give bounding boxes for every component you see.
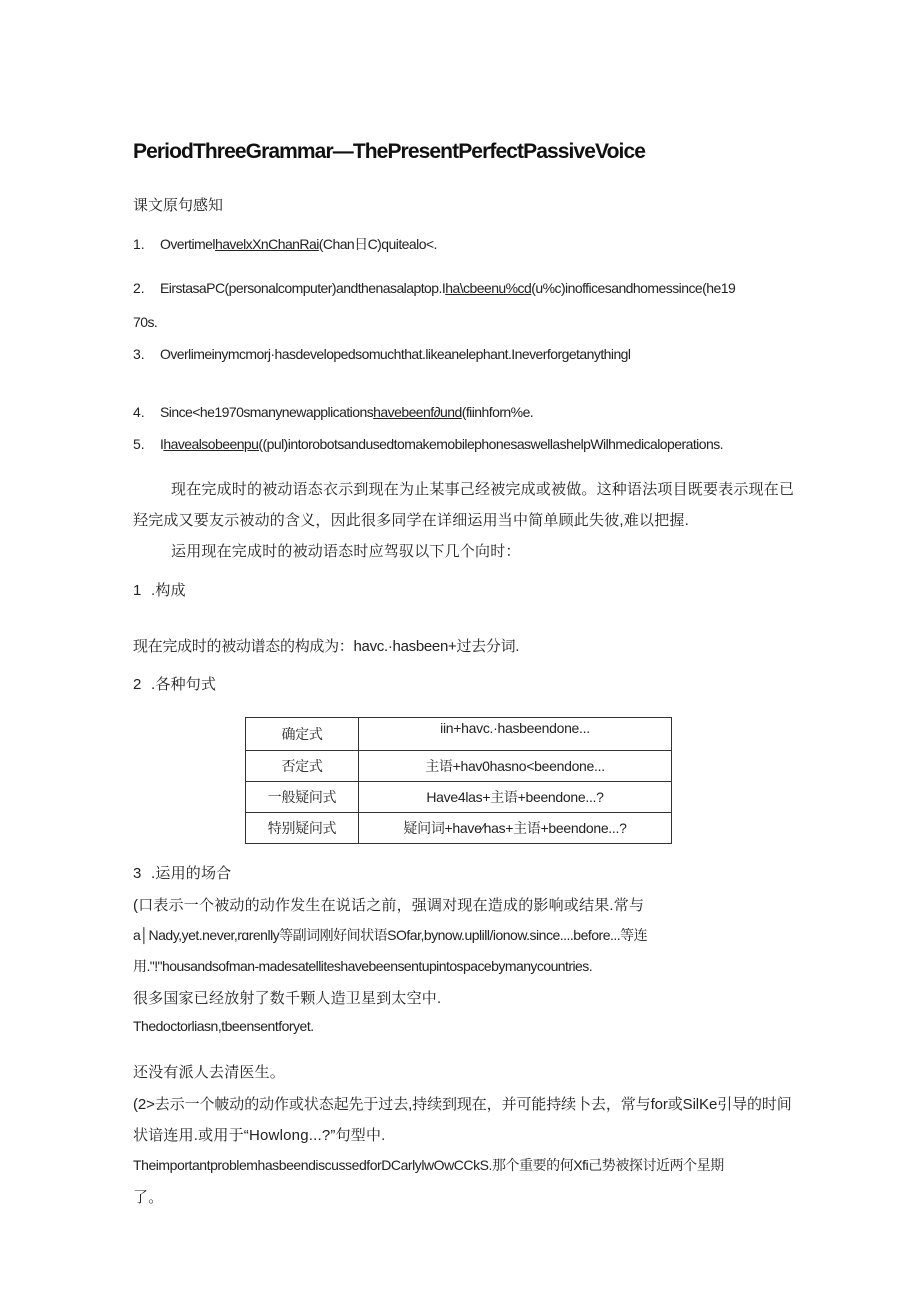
- underlined-phrase: ha\cbeenu%cd: [445, 280, 532, 296]
- table-row: [246, 813, 672, 844]
- section-1-text: 现在完成时的被动谱态的构成为：havc.·hasbeen+过去分词.: [133, 638, 520, 655]
- sentence-number: 5.: [133, 436, 145, 452]
- sentence-number: 2.: [133, 280, 145, 296]
- example-translation: 很多国家已经放射了数千颗人造卫星到太空中.: [133, 990, 442, 1007]
- example-sentence: 用."!"housandsofman-madesatelliteshavebeensentupintospacebymanycountries.: [133, 958, 593, 974]
- table-row: [246, 751, 672, 782]
- sentence-number: 4.: [133, 404, 145, 420]
- table-row: [246, 782, 672, 813]
- table-cell-type: 一般疑问式: [246, 782, 359, 813]
- table-row: [246, 718, 672, 751]
- sentence-5: 5. Ihavealsobeenpu((pul)intorobotsandusedtomakemobilephonesaswellashelpWilhmedicaloperations.: [133, 436, 724, 452]
- table-cell-type: 确定式: [246, 718, 359, 751]
- page-title: PeriodThreeGrammar—ThePresentPerfectPassiveVoice: [133, 140, 645, 163]
- usage-2-line: 状谙连用.或用于“Howlong...?”句型中.: [133, 1127, 386, 1144]
- usage-2-line: (2>去示一个帔动的动作或状态起先于过去,持续到现在，并可能持续卜去，常与for或SilKe引导的时间: [133, 1096, 792, 1113]
- example-sentence: TheimportantproblemhasbeendiscussedforDCarlylwOwCCkS.那个重要的何Xfi己势被探讨近两个星期: [133, 1157, 724, 1173]
- section-number: 1: [133, 582, 142, 599]
- table-cell-type: 特别疑问式: [246, 813, 359, 844]
- section-number: 3: [133, 865, 142, 882]
- underlined-phrase: havealsobeenpu((: [163, 436, 267, 452]
- section-1-heading: 1 .构成: [133, 582, 186, 599]
- table-cell-type: 否定式: [246, 751, 359, 782]
- sentence-number: 1.: [133, 236, 145, 252]
- intro-paragraph-line-1: 现在完成时的被动语态衣示到现在为止某事己经被完成或被做。这种语法项目既要表示现在已: [171, 481, 795, 498]
- sentence-number: 3.: [133, 346, 145, 362]
- intro-paragraph-line-3: 运用现在完成时的被动语态时应驾驭以下几个向时：: [171, 543, 521, 560]
- table-cell-form: 疑问词+have⁄has+主语+beendone...?: [359, 813, 672, 844]
- example-sentence: Thedoctorliasn,tbeensentforyet.: [133, 1018, 314, 1034]
- table-cell-form: iin+havc.·hasbeendone...: [359, 718, 672, 751]
- usage-1-line: a│Nady,yet.never,rɑrenlly等副词刚好间状语SOfar,bynow.uplill/ionow.since....before...等连: [133, 927, 648, 943]
- sentence-1: 1. OvertimelhavelxXnChanRai(Chan日C)quitealo<.: [133, 236, 437, 252]
- intro-paragraph-line-2: 羟完成又要友示被动的含义，因此很多同学在详细运用当中简单顾此失彼,难以把握.: [133, 512, 689, 529]
- section-heading-text-sentences: 课文原句感知: [133, 197, 224, 214]
- table-cell-form: 主语+hav0hasno<beendone...: [359, 751, 672, 782]
- usage-1-line: (口表示一个被动的动作发生在说话之前，强调对现在造成的影响或结果.常与: [133, 897, 645, 914]
- sentence-forms-table: [245, 717, 672, 844]
- sentence-2: 2. EirstasaPC(personalcomputer)andthenasalaptop.Iha\cbeenu%cd(u%c)inofficesandhomessince(he19: [133, 280, 736, 296]
- sentence-2-continued: 70s.: [133, 314, 158, 330]
- underlined-phrase: havebeenf∂und: [373, 404, 462, 420]
- example-translation: 还没有派人去清医生。: [133, 1064, 286, 1081]
- section-2-heading: 2 .各种句式: [133, 676, 217, 693]
- sentence-4: 4. Since<he1970smanynewapplicationshavebeenf∂und(fiinhforn%e.: [133, 404, 534, 420]
- sentence-3: 3. Overlimeinymcmorj·hasdevelopedsomuchthat.likeanelephant.Ineverforgetanythingl: [133, 346, 631, 362]
- table-cell-form: Have4las+主语+beendone...?: [359, 782, 672, 813]
- underlined-phrase: havelxXnChanRai: [214, 236, 319, 252]
- section-3-heading: 3 .运用的场合: [133, 865, 232, 882]
- example-translation: 了。: [133, 1189, 164, 1206]
- section-number: 2: [133, 676, 142, 693]
